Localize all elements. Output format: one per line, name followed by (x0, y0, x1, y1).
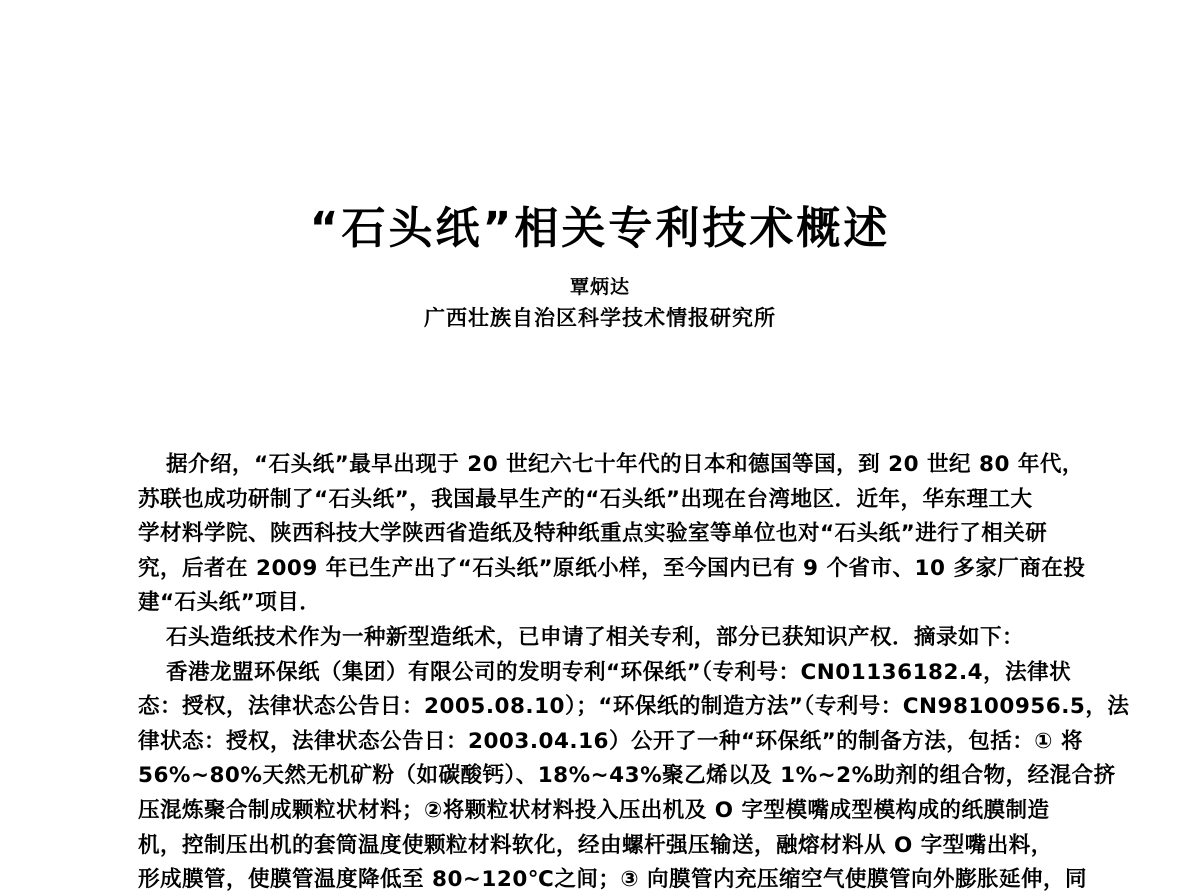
page-title: “石头纸”相关专利技术概述 (309, 203, 891, 254)
author-name: 覃炳达 (569, 276, 630, 298)
body-line: 56%~80%天然无机矿粉（如碳酸钙）、18%~43%聚乙烯以及 1%~2%助剂的组合物，经混合挤 (138, 763, 1116, 789)
body-line: 态：授权，法律状态公告日：2005.08.10）；“环保纸的制造方法”（专利号：CN98100956.5，法 (138, 694, 1130, 720)
body-line: 形成膜管，使膜管温度降低至 80~120℃之间；③ 向膜管内充压缩空气使膜管向外膨胀延伸，同 (138, 867, 1088, 893)
body-line: 机，控制压出机的套筒温度使颗粒材料软化，经由螺杆强压输送，融熔材料从 O 字型嘴出料， (138, 832, 1053, 858)
body-line: 据介绍，“石头纸”最早出现于 20 世纪六七十年代的日本和德国等国，到 20 世纪 80 年代， (166, 452, 1084, 477)
body-line: 压混炼聚合制成颗粒状材料；②将颗粒状材料投入压出机及 O 字型模嘴成型模构成的纸膜制造 (138, 797, 1050, 823)
body-line: 苏联也成功研制了“石头纸”，我国最早生产的“石头纸”出现在台湾地区．近年，华东理工大 (138, 486, 1033, 512)
body-line: 学材料学院、陕西科技大学陕西省造纸及特种纸重点实验室等单位也对“石头纸”进行了相关研 (138, 521, 1048, 547)
author-affiliation: 广西壮族自治区科学技术情报研究所 (424, 306, 776, 330)
body-line: 香港龙盟环保纸（集团）有限公司的发明专利“环保纸”（专利号：CN01136182.4，法律状 (166, 659, 1072, 685)
body-text (138, 448, 1130, 896)
body-line: 石头造纸技术作为一种新型造纸术，已申请了相关专利，部分已获知识产权．摘录如下： (166, 624, 1025, 650)
body-line: 究，后者在 2009 年已生产出了“石头纸”原纸小样，至今国内已有 9 个省市、10 多家厂商在投 (138, 555, 1086, 581)
body-line: 建“石头纸”项目． (138, 590, 322, 616)
body-line: 律状态：授权，法律状态公告日：2003.04.16）公开了一种“环保纸”的制备方法，包括：① 将 (138, 728, 1083, 754)
